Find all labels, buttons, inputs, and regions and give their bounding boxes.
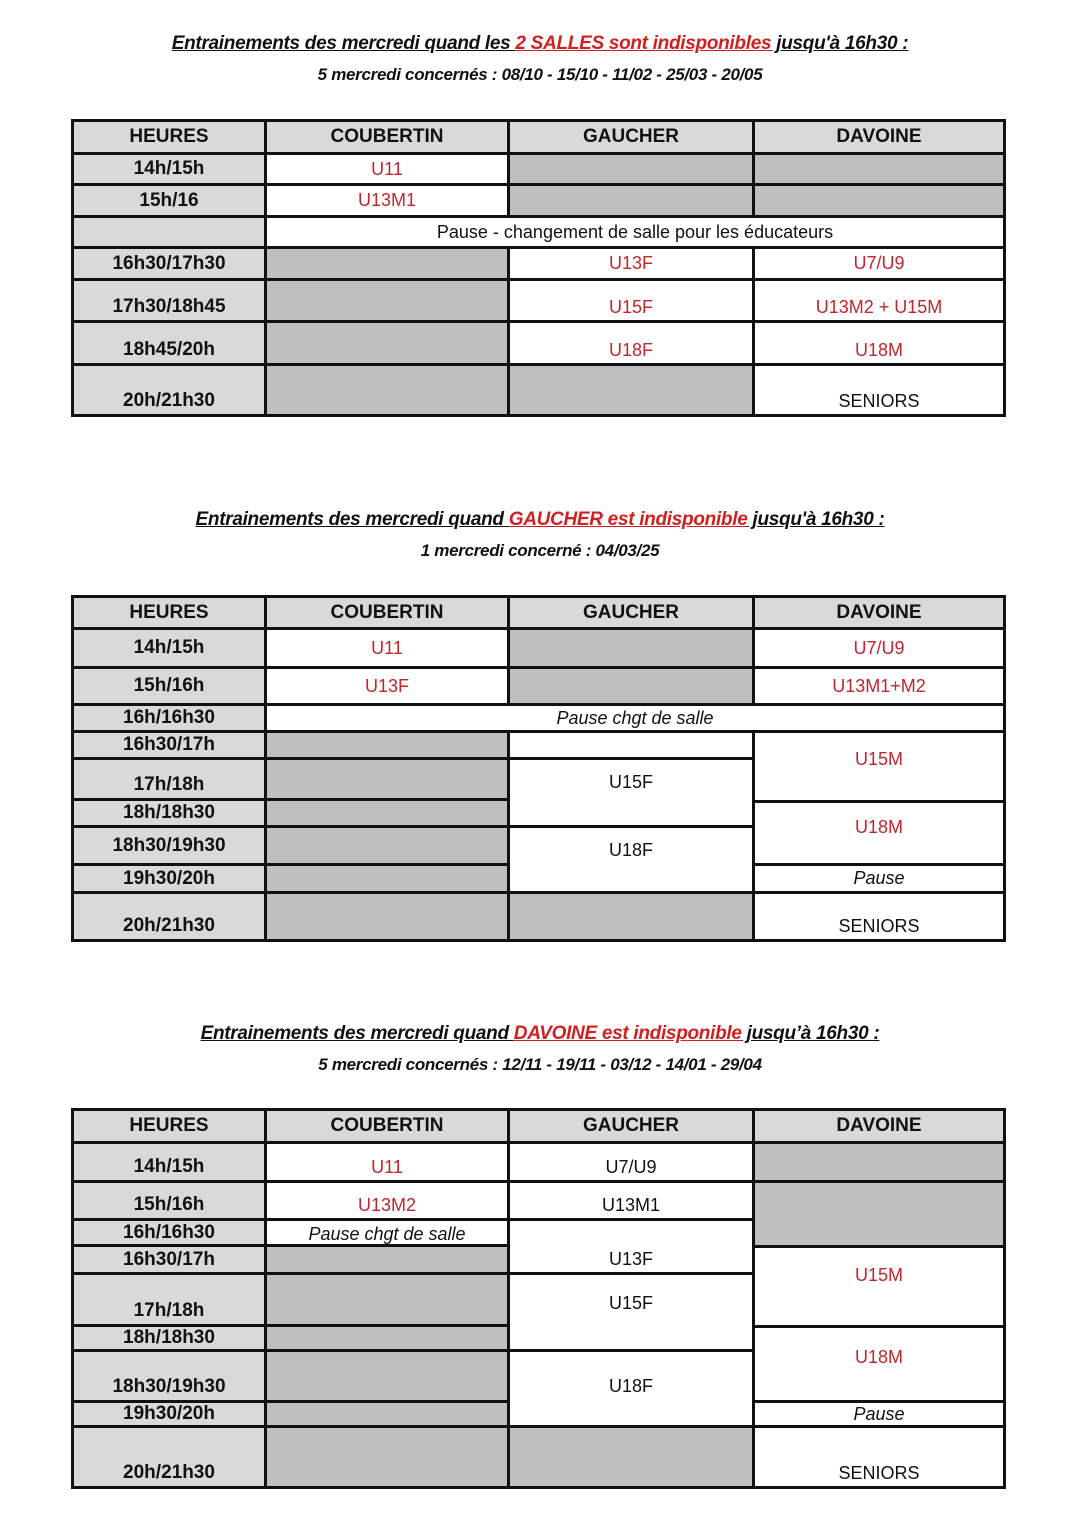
title-highlight: 2 SALLES sont indisponibles xyxy=(515,33,772,54)
title-highlight: GAUCHER est indisponible xyxy=(508,509,748,530)
slot-unavailable xyxy=(752,1180,1006,1248)
header-coubertin: COUBERTIN xyxy=(264,1108,510,1144)
title-text: Entrainements des mercredi quand xyxy=(200,1023,514,1044)
slot-davoine: U13M1+M2 xyxy=(752,666,1006,706)
slot-gaucher: U13M1 xyxy=(507,1180,755,1221)
pause-row: Pause chgt de salle xyxy=(264,703,1006,733)
schedule-table-2 xyxy=(71,595,1006,942)
slot-gaucher: U7/U9 xyxy=(507,1141,755,1183)
slot-davoine: SENIORS xyxy=(752,363,1006,417)
slot-davoine: SENIORS xyxy=(752,1425,1006,1489)
slot-unavailable xyxy=(264,246,510,281)
hour-cell: 18h/18h30 xyxy=(71,798,267,828)
slot-gaucher: U18F xyxy=(507,825,755,894)
hour-cell: 14h/15h xyxy=(71,1141,267,1183)
slot-unavailable xyxy=(264,363,510,417)
slot-davoine: U15M xyxy=(752,730,1006,803)
hour-cell: 15h/16h xyxy=(71,1180,267,1221)
slot-davoine: U18M xyxy=(752,1325,1006,1403)
slot-coubertin: U13M1 xyxy=(264,183,510,218)
slot-gaucher: U15F xyxy=(507,1272,755,1352)
slot-unavailable xyxy=(507,152,755,186)
slot-unavailable xyxy=(264,278,510,323)
hour-cell: 17h30/18h45 xyxy=(71,278,267,323)
slot-davoine-pause: Pause xyxy=(752,863,1006,894)
hour-cell: 19h30/20h xyxy=(71,863,267,894)
hour-cell: 20h/21h30 xyxy=(71,363,267,417)
slot-coubertin-pause: Pause chgt de salle xyxy=(264,1218,510,1247)
slot-unavailable xyxy=(264,825,510,866)
section-2-title xyxy=(0,509,1080,531)
slot-unavailable xyxy=(264,1272,510,1327)
slot-davoine: U15M xyxy=(752,1245,1006,1328)
slot-unavailable xyxy=(507,363,755,417)
title-text: jusqu’à 16h30 : xyxy=(741,1023,880,1044)
hour-cell: 16h/16h30 xyxy=(71,1218,267,1247)
header-gaucher: GAUCHER xyxy=(507,119,755,155)
section-3-subtitle: 5 mercredi concernés : 12/11 - 19/11 - 03/12 - 14/01 - 29/04 xyxy=(318,1055,762,1074)
slot-davoine-pause: Pause xyxy=(752,1400,1006,1428)
title-text: Entrainements des mercredi quand xyxy=(195,509,509,530)
hour-cell: 16h30/17h30 xyxy=(71,246,267,281)
header-heures: HEURES xyxy=(71,1108,267,1144)
slot-unavailable xyxy=(264,1349,510,1403)
slot-gaucher: U18F xyxy=(507,320,755,366)
slot-davoine: SENIORS xyxy=(752,891,1006,942)
hour-cell: 15h/16 xyxy=(71,183,267,218)
hour-cell: 14h/15h xyxy=(71,627,267,669)
pause-row: Pause - changement de salle pour les éducateurs xyxy=(264,215,1006,249)
schedule-table-3 xyxy=(71,1108,1006,1489)
slot-unavailable xyxy=(264,891,510,942)
header-davoine: DAVOINE xyxy=(752,119,1006,155)
slot-davoine: U18M xyxy=(752,800,1006,866)
header-davoine: DAVOINE xyxy=(752,595,1006,630)
header-heures: HEURES xyxy=(71,119,267,155)
hour-cell: 18h/18h30 xyxy=(71,1324,267,1352)
slot-gaucher: U13F xyxy=(507,1218,755,1275)
slot-davoine: U7/U9 xyxy=(752,627,1006,669)
schedule-table-1 xyxy=(71,119,1006,417)
title-text: Entrainements des mercredi quand les xyxy=(171,33,516,54)
hour-cell: 14h/15h xyxy=(71,152,267,186)
header-coubertin: COUBERTIN xyxy=(264,119,510,155)
header-gaucher: GAUCHER xyxy=(507,595,755,630)
slot-unavailable xyxy=(264,730,510,760)
section-2-subtitle: 1 mercredi concerné : 04/03/25 xyxy=(420,541,660,560)
slot-gaucher: U15F xyxy=(507,757,755,828)
hour-cell: 16h30/17h xyxy=(71,1244,267,1275)
hour-cell: 18h30/19h30 xyxy=(71,825,267,866)
hour-cell: 17h/18h xyxy=(71,1272,267,1327)
slot-unavailable xyxy=(264,798,510,828)
header-davoine: DAVOINE xyxy=(752,1108,1006,1144)
slot-unavailable xyxy=(264,1425,510,1489)
slot-unavailable xyxy=(752,1141,1006,1183)
hour-cell: 17h/18h xyxy=(71,757,267,801)
hour-cell: 19h30/20h xyxy=(71,1400,267,1428)
slot-unavailable xyxy=(264,1400,510,1428)
slot-unavailable xyxy=(507,183,755,218)
slot-unavailable xyxy=(752,183,1006,218)
slot-davoine: U18M xyxy=(752,320,1006,366)
header-coubertin: COUBERTIN xyxy=(264,595,510,630)
header-gaucher: GAUCHER xyxy=(507,1108,755,1144)
slot-unavailable xyxy=(264,757,510,801)
hour-cell: 18h45/20h xyxy=(71,320,267,366)
section-3-title xyxy=(0,1023,1080,1045)
slot-empty xyxy=(507,730,755,760)
hour-cell: 15h/16h xyxy=(71,666,267,706)
slot-coubertin: U11 xyxy=(264,627,510,669)
slot-unavailable xyxy=(264,320,510,366)
slot-unavailable xyxy=(507,627,755,669)
slot-gaucher: U15F xyxy=(507,278,755,323)
slot-unavailable xyxy=(507,1425,755,1489)
hour-cell: 20h/21h30 xyxy=(71,891,267,942)
slot-davoine: U7/U9 xyxy=(752,246,1006,281)
slot-gaucher: U18F xyxy=(507,1349,755,1428)
hour-cell: 20h/21h30 xyxy=(71,1425,267,1489)
slot-davoine: U13M2 + U15M xyxy=(752,278,1006,323)
hour-cell: 18h30/19h30 xyxy=(71,1349,267,1403)
slot-coubertin: U11 xyxy=(264,1141,510,1183)
slot-coubertin: U13M2 xyxy=(264,1180,510,1221)
header-heures: HEURES xyxy=(71,595,267,630)
section-1-subtitle: 5 mercredi concernés : 08/10 - 15/10 - 11/02 - 25/03 - 20/05 xyxy=(317,65,763,84)
slot-unavailable xyxy=(264,1324,510,1352)
section-1-title xyxy=(0,33,1080,55)
slot-unavailable xyxy=(264,1244,510,1275)
title-highlight: DAVOINE est indisponible xyxy=(513,1023,742,1044)
slot-coubertin: U11 xyxy=(264,152,510,186)
slot-coubertin: U13F xyxy=(264,666,510,706)
slot-gaucher: U13F xyxy=(507,246,755,281)
slot-unavailable xyxy=(264,863,510,894)
slot-unavailable xyxy=(507,666,755,706)
slot-unavailable xyxy=(507,891,755,942)
title-text: jusqu'à 16h30 : xyxy=(747,509,885,530)
slot-unavailable xyxy=(752,152,1006,186)
title-text: jusqu'à 16h30 : xyxy=(771,33,909,54)
hour-cell: 16h30/17h xyxy=(71,730,267,760)
hour-cell: 16h/16h30 xyxy=(71,703,267,733)
hour-cell-empty xyxy=(71,215,267,249)
